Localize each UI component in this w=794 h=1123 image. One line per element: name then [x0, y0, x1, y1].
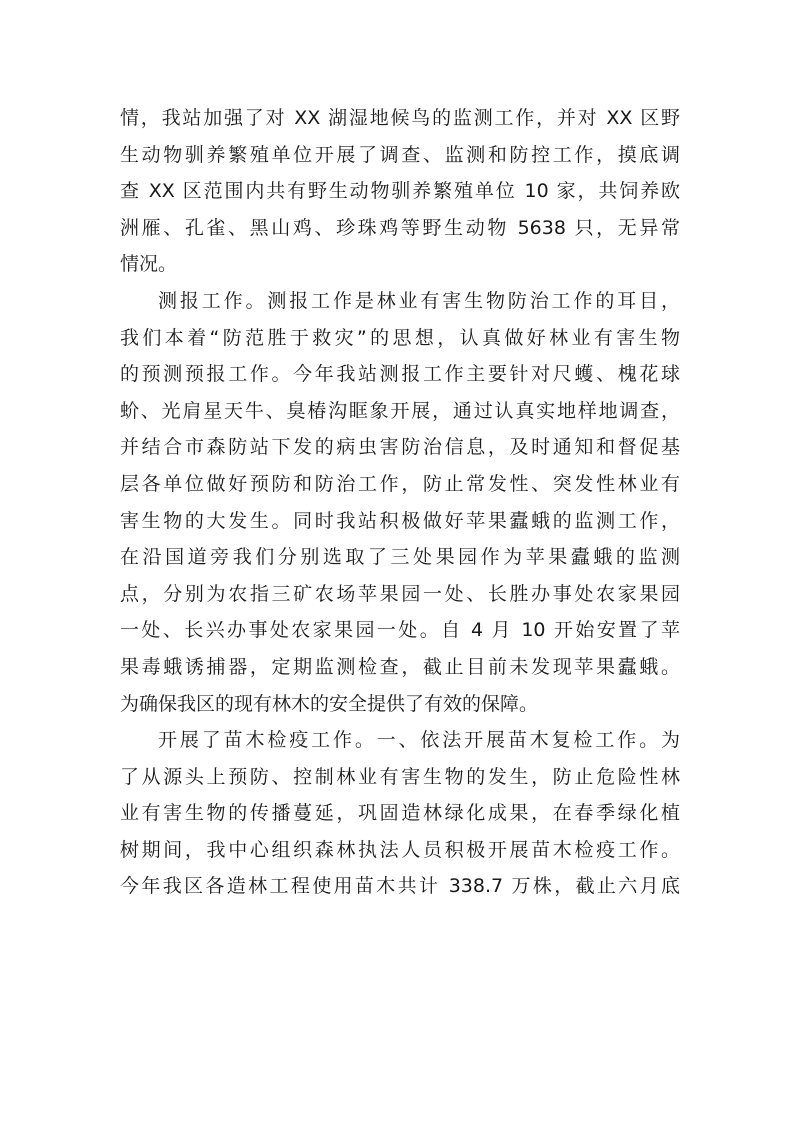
text-line: 今年我区各造林工程使用苗木共计 338.7 万株，截止六月底 [120, 875, 680, 898]
paragraph-first-line: 测报工作。测报工作是林业有害生物防治工作的耳目， [158, 289, 680, 312]
text-line: 害生物的大发生。同时我站积极做好苹果蠹蛾的监测工作， [120, 509, 680, 532]
text-line: 洲雁、孔雀、黑山鸡、珍珠鸡等野生动物 5638 只，无异常 [120, 216, 680, 239]
text-line: 业有害生物的传播蔓延，巩固造林绿化成果，在春季绿化植 [120, 802, 680, 825]
text-line: 树期间，我中心组织森林执法人员积极开展苗木检疫工作。 [120, 838, 680, 861]
body-text [120, 100, 680, 905]
text-line: 果毒蛾诱捕器，定期监测检查，截止目前未发现苹果蠹蛾。 [120, 655, 680, 678]
text-line: 情，我站加强了对 XX 湖湿地候鸟的监测工作，并对 XX 区野 [120, 107, 680, 129]
text-line: 我们本着“防范胜于救灾”的思想，认真做好林业有害生物 [120, 326, 680, 349]
text-line: 查 XX 区范围内共有野生动物驯养繁殖单位 10 家，共饲养欧 [120, 180, 680, 203]
text-line: 为确保我区的现有林木的安全提供了有效的保障。 [120, 692, 539, 715]
text-line: 生动物驯养繁殖单位开展了调查、监测和防控工作，摸底调 [120, 143, 680, 166]
text-line: 了从源头上预防、控制林业有害生物的发生，防止危险性林 [120, 765, 680, 788]
paragraph-first-line: 开展了苗木检疫工作。一、依法开展苗木复检工作。为 [158, 729, 680, 752]
text-line: 一处、长兴办事处农家果园一处。自 4 月 10 开始安置了苹 [120, 619, 680, 642]
text-line: 情况。 [120, 253, 178, 276]
text-line: 在沿国道旁我们分别选取了三处果园作为苹果蠹蛾的监测 [120, 546, 680, 569]
text-line: 层各单位做好预防和防治工作，防止常发性、突发性林业有 [120, 472, 680, 495]
text-line: 的预测预报工作。今年我站测报工作主要针对尺蠖、槐花球 [120, 363, 680, 386]
text-line: 蚧、光肩星天牛、臭椿沟眶象开展，通过认真实地样地调查， [120, 399, 680, 422]
text-line: 点，分别为农指三矿农场苹果园一处、长胜办事处农家果园 [120, 582, 680, 605]
text-line: 并结合市森防站下发的病虫害防治信息，及时通知和督促基 [120, 436, 680, 459]
